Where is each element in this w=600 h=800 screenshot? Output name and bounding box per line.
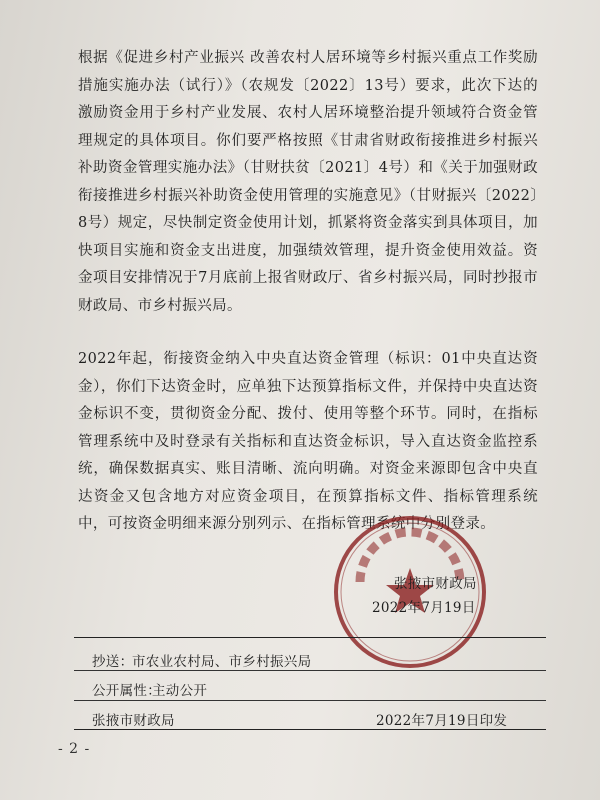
- footer-rule-1: [74, 670, 546, 671]
- footer-rule-2: [74, 700, 546, 701]
- disclosure-label: 公开属性：: [92, 683, 161, 699]
- issue-date: 2022年7月19日印发: [376, 713, 508, 729]
- body-paragraph-1: 根据《促进乡村产业振兴 改善农村人居环境等乡村振兴重点工作奖励措施实施办法（试行）》（农规发〔2022〕13号）要求，此次下达的激励资金用于乡村产业发展、农村人居环境整治提升领域符合资金管理规定的具体项目。你们要严格按照《甘肃省财政衔接推进乡村振兴补助资金管理实施办法》（甘财扶贫〔2021〕4号）和《关于加强财政衔接推进乡村振兴补助资金使用管理的实施意见》（甘财振兴〔2022〕8号）规定，尽快制定资金使用计划，抓紧将资金落实到具体项目，加快项目实施和资金支出进度，加强绩效管理，提升资金使用效益。资金项目安排情况于7月底前上报省财政厅、省乡村振兴局，同时抄报市财政局、市乡村振兴局。: [78, 50, 538, 314]
- footer-top-rule: [74, 637, 546, 638]
- cc-label: 抄送：: [92, 654, 134, 670]
- cc-value: 市农业农村局、市乡村振兴局: [132, 654, 312, 670]
- body-paragraph-2: 2022年起，衔接资金纳入中央直达资金管理（标识：01中央直达资金），你们下达资金时，应单独下达预算指标文件，并保持中央直达资金标识不变，贯彻资金分配、拨付、使用等整个环节。同时，在指标管理系统中及时登录有关指标和直达资金标识，导入直达资金监控系统，确保数据真实、账目清晰、流向明确。对资金来源即包含中央直达资金又包含地方对应资金项目，在预算指标文件、指标管理系统中，可按资金明细来源分别列示、在指标管理系统中分别登录。: [78, 351, 538, 532]
- disclosure-value: 主动公开: [152, 683, 208, 699]
- official-seal-icon: [330, 512, 490, 672]
- footer-bottom-rule: [74, 729, 546, 730]
- page-number: - 2 -: [58, 741, 91, 757]
- issuer-name: 张掖市财政局: [92, 713, 175, 729]
- signature-date: 2022年7月19日: [372, 600, 476, 616]
- signature-issuer: 张掖市财政局: [394, 576, 477, 592]
